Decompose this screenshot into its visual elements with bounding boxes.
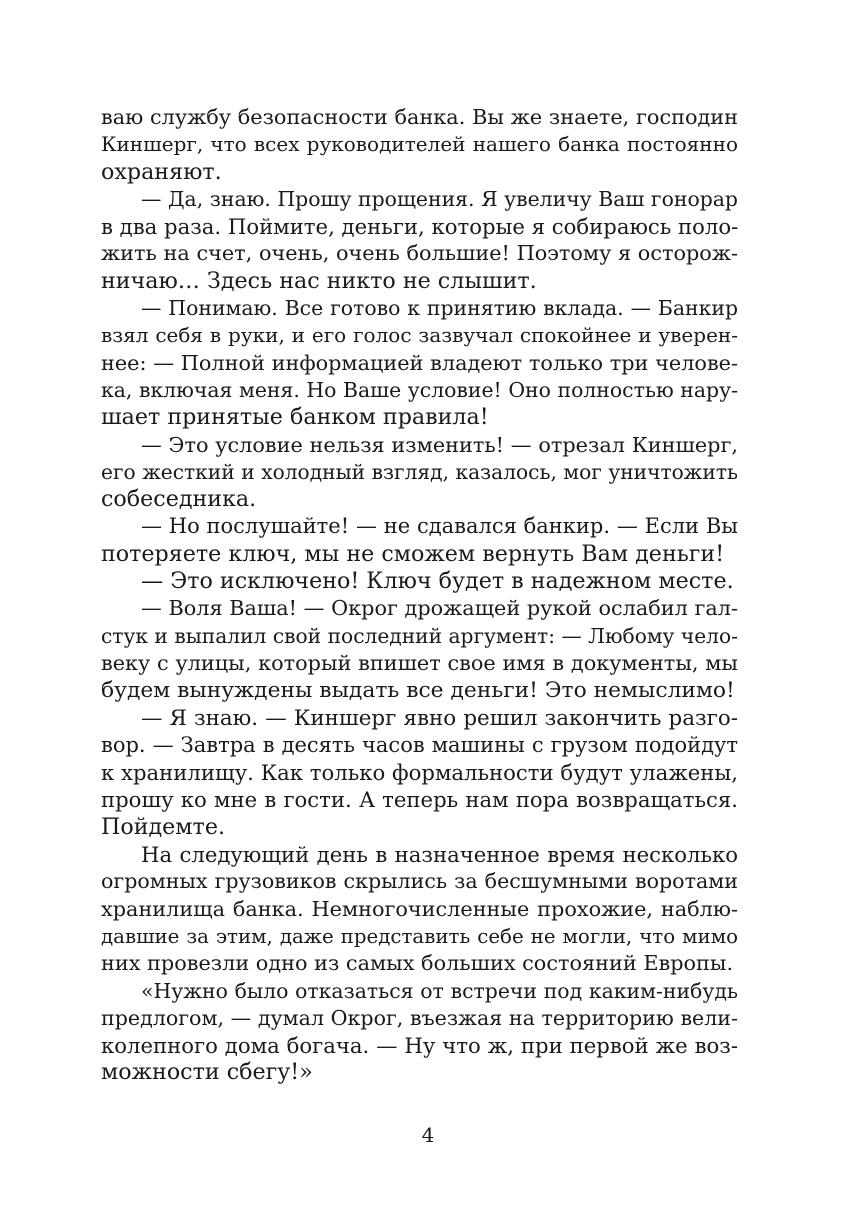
text-line: На следующий день в назначенное время несколько (141, 842, 738, 868)
text-line: охраняют. (101, 158, 222, 185)
text-line: его жесткий и холодный взгляд, казалось, мог уничтожить (101, 459, 738, 484)
text-line: Киншерг, что всех руководителей нашего банка постоянно (101, 132, 738, 157)
text-line: взял себя в руки, и его голос зазвучал спокойнее и уверен- (101, 323, 738, 348)
text-line: — Но послушайте! — не сдавался банкир. — Если Вы (141, 514, 738, 539)
text-line: к хранилищу. Как только формальности будут улажены, (101, 760, 738, 786)
text-line: — Это исключено! Ключ будет в надежном месте. (141, 568, 734, 595)
text-line: стук и выпалил свой последний аргумент: — Любому чело- (101, 623, 738, 648)
text-line: нее: — Полной информацией владеют только три челове- (101, 350, 738, 375)
text-line: — Да, знаю. Прошу прощения. Я увеличу Ваш гонорар (141, 186, 738, 211)
text-line: них провезли одно из самых больших состояний Европы. (101, 951, 734, 976)
text-line: прошу ко мне в гости. А теперь нам пора возвращаться. (101, 787, 738, 813)
text-line: хранилища банка. Немногочисленные прохожие, наблю- (101, 896, 738, 921)
text-line: — Понимаю. Все готово к принятию вклада. — Банкир (141, 296, 738, 321)
text-line: в два раза. Поймите, деньги, которые я собираюсь поло- (101, 214, 739, 240)
text-line: колепного дома богача. — Ну что ж, при первой же воз- (101, 1033, 738, 1059)
text-line: «Нужно было отказаться от встречи под каким-нибудь (141, 978, 738, 1003)
text-line: веку с улицы, который впишет свое имя в документы, мы (101, 650, 738, 675)
text-line: собеседника. (101, 486, 257, 513)
text-line: потеряете ключ, мы не сможем вернуть Вам деньги! (101, 540, 725, 567)
text-line: — Воля Ваша! — Окрог дрожащей рукой ослабил гал- (141, 596, 738, 621)
text-line: будем вынуждены выдать все деньги! Это немыслимо! (101, 678, 735, 704)
text-line: шает принятые банком правила! (101, 404, 489, 431)
text-line: жить на счет, очень, очень большие! Поэтому я осторож- (101, 241, 738, 266)
text-body (101, 104, 738, 1087)
text-line: давшие за этим, даже представить себе не могли, что мимо (101, 924, 738, 948)
text-line: можности сбегу!» (101, 1059, 313, 1086)
text-line: Пойдемте. (101, 813, 226, 840)
text-line: предлогом, — думал Окрог, въезжая на территорию вели- (101, 1005, 738, 1030)
text-line: вор. — Завтра в десять часов машины с грузом подойдут (101, 732, 738, 757)
page-number: 4 (421, 1123, 435, 1147)
text-line: ка, включая меня. Но Ваше условие! Оно полностью нару- (101, 377, 738, 402)
text-line: ваю службу безопасности банка. Вы же знаете, господин (101, 105, 738, 129)
text-line: — Я знаю. — Киншерг явно решил закончить разго- (141, 705, 738, 731)
text-line: — Это условие нельзя изменить! — отрезал Киншерг, (141, 432, 738, 457)
text-line: огромных грузовиков скрылись за бесшумными воротами (101, 869, 738, 894)
text-line: ничаю… Здесь нас никто не слышит. (101, 267, 537, 294)
